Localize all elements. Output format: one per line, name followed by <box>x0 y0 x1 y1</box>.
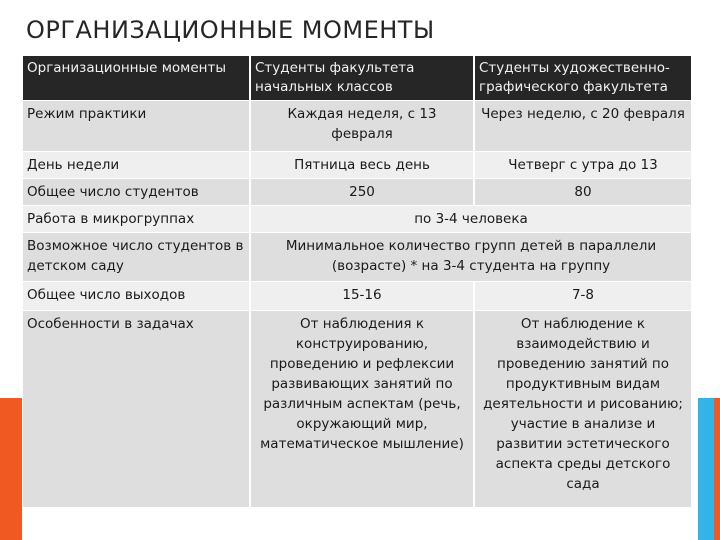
decor-stripe-right-accent <box>714 398 720 540</box>
slide-title: ОРГАНИЗАЦИОННЫЕ МОМЕНТЫ <box>26 16 435 44</box>
cell-primary-faculty: 250 <box>249 179 473 205</box>
row-label: Работа в микрогруппах <box>23 206 249 232</box>
table-row <box>23 206 691 232</box>
cell-primary-faculty: Пятница весь день <box>249 152 473 178</box>
table-row <box>23 179 691 205</box>
header-cell: Студенты художественно-графического факультета <box>473 56 691 100</box>
row-label: Режим практики <box>23 101 249 151</box>
table-row <box>23 311 691 507</box>
cell-primary-faculty: От наблюдения к конструированию, проведению и рефлексии развивающих занятий по различным аспектам (речь, окружающий мир, математическое мышление) <box>249 311 473 507</box>
header-cell: Организационные моменты <box>23 56 249 100</box>
row-label: Особенности в задачах <box>23 311 249 507</box>
cell-merged: Минимальное количество групп детей в параллели (возрасте) * на 3-4 студента на группу <box>249 233 691 281</box>
table-row <box>23 233 691 281</box>
cell-art-faculty: От наблюдение к взаимодействию и проведению занятий по продуктивным видам деятельности и рисованию; участие в анализе и развитии эстетического аспекта среды детского сада <box>473 311 691 507</box>
cell-art-faculty: 80 <box>473 179 691 205</box>
cell-primary-faculty: 15-16 <box>249 282 473 310</box>
decor-stripe-left <box>0 398 22 540</box>
organization-table <box>23 55 691 508</box>
row-label: Общее число выходов <box>23 282 249 310</box>
cell-primary-faculty: Каждая неделя, с 13 февраля <box>249 101 473 151</box>
cell-art-faculty: 7-8 <box>473 282 691 310</box>
row-label: Возможное число студентов в детском саду <box>23 233 249 281</box>
cell-art-faculty: Четверг с утра до 13 <box>473 152 691 178</box>
header-cell: Студенты факультета начальных классов <box>249 56 473 100</box>
row-label: Общее число студентов <box>23 179 249 205</box>
table-header-row <box>23 56 691 100</box>
row-label: День недели <box>23 152 249 178</box>
cell-merged: по 3-4 человека <box>249 206 691 232</box>
cell-art-faculty: Через неделю, с 20 февраля <box>473 101 691 151</box>
table-row <box>23 282 691 310</box>
table-row <box>23 101 691 151</box>
table-row <box>23 152 691 178</box>
